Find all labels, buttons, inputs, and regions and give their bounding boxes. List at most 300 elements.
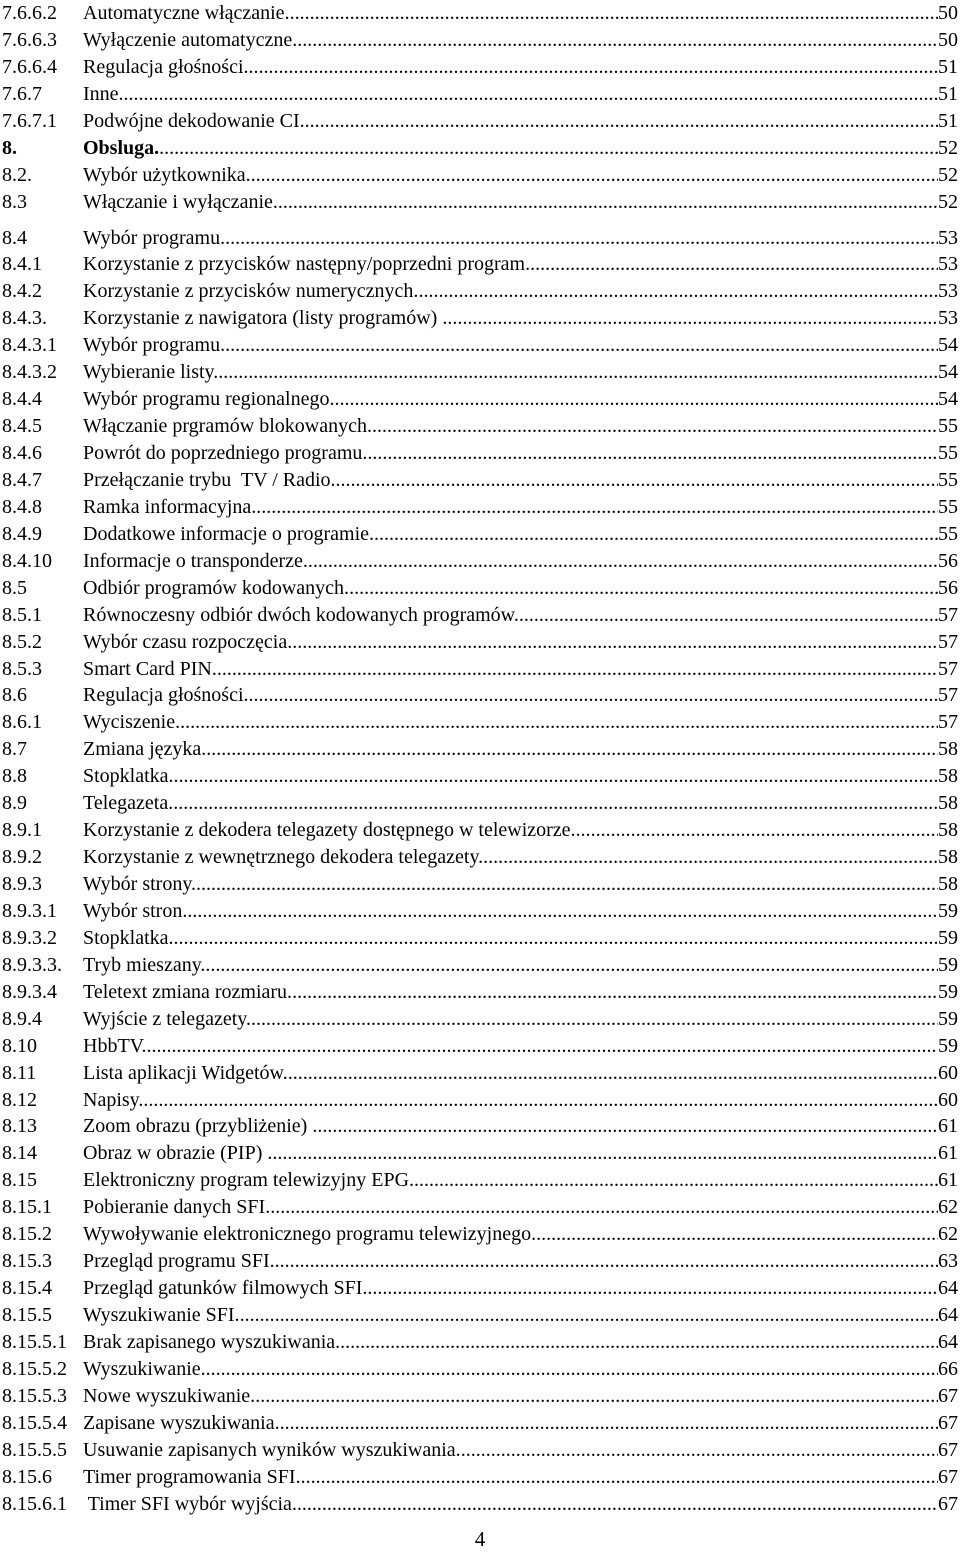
toc-entry-title: Elektroniczny program telewizyjny EPG. [83, 1169, 415, 1192]
toc-entry-line [83, 1383, 958, 1410]
toc-entry[interactable] [2, 925, 958, 952]
toc-entry-number: 8.12 [2, 1088, 37, 1111]
toc-entry-line [83, 925, 958, 952]
toc-entry[interactable] [2, 1033, 958, 1060]
toc-entry[interactable] [2, 0, 958, 27]
toc-entry-page: 59 [938, 953, 958, 976]
dot-leader [292, 979, 938, 1006]
toc-entry[interactable] [2, 332, 958, 359]
toc-entry-page: 64 [938, 1304, 958, 1326]
dot-leader [530, 251, 938, 278]
toc-entry-number: 8.15.5.4 [2, 1411, 67, 1434]
toc-entry-page: 56 [938, 576, 958, 599]
toc-entry[interactable] [2, 602, 958, 629]
toc-entry[interactable] [2, 1060, 958, 1087]
dot-leader [240, 1302, 938, 1329]
toc-entry-page: 57 [938, 657, 958, 680]
toc-entry-number: 8.15.6 [2, 1465, 52, 1488]
toc-entry-number: 8.7 [2, 738, 27, 761]
toc-entry-line [83, 548, 958, 575]
toc-entry-page: 55 [938, 415, 958, 438]
toc-entry[interactable] [2, 763, 958, 790]
toc-entry-page: 55 [938, 468, 958, 491]
toc-entry-page: 59 [938, 926, 958, 949]
dot-leader [367, 1275, 938, 1302]
dot-leader [519, 602, 938, 629]
toc-entry-page: 58 [938, 819, 958, 842]
toc-entry-line [83, 413, 958, 440]
toc-entry-title: Korzystanie z przycisków numerycznych. [83, 280, 419, 303]
dot-leader [174, 763, 938, 790]
toc-entry-title: Przegląd gatunków filmowych SFI. [83, 1277, 368, 1300]
toc-entry-number: 8.6 [2, 684, 27, 707]
dot-leader [312, 1113, 938, 1140]
toc-entry-page: 64 [938, 1277, 958, 1300]
toc-entry-line [83, 602, 958, 629]
toc-entry-title: Podwójne dekodowanie CI. [83, 109, 305, 132]
toc-entry-number: 7.6.6.2 [2, 2, 57, 24]
toc-entry-title: Odbiór programów kodowanych. [83, 576, 350, 599]
toc-entry-line [83, 1194, 958, 1221]
toc-entry[interactable] [2, 1329, 958, 1356]
toc-entry[interactable] [2, 898, 958, 925]
toc-entry-number: 8.4.3. [2, 307, 47, 330]
toc-entry-line [83, 1437, 958, 1464]
dot-leader [280, 1410, 938, 1437]
toc-entry[interactable] [2, 1221, 958, 1248]
toc-entry-title: Usuwanie zapisanych wyników wyszukiwania. [83, 1438, 461, 1461]
toc-entry-page: 58 [938, 765, 958, 788]
toc-entry-number: 8.5.1 [2, 603, 42, 626]
toc-entry-page: 67 [938, 1438, 958, 1461]
toc-entry-page: 55 [938, 442, 958, 464]
toc-entry-title: Włączanie i wyłączanie. [83, 190, 278, 213]
toc-entry[interactable] [2, 278, 958, 305]
toc-entry-title: Obsluga. [83, 136, 160, 159]
dot-leader [576, 817, 938, 844]
toc-entry-number: 8.4.5 [2, 415, 42, 438]
toc-entry-line [83, 494, 958, 521]
toc-entry-number: 8.15.4 [2, 1277, 52, 1300]
toc-entry-page: 51 [938, 82, 958, 105]
toc-entry[interactable] [2, 225, 958, 252]
toc-entry-page: 61 [938, 1169, 958, 1192]
toc-entry-title: Stopklatka. [83, 926, 174, 949]
toc-entry-title: Korzystanie z przycisków następny/poprzedni program. [83, 253, 531, 276]
dot-leader [180, 709, 938, 736]
toc-entry-title: Wyjście z telegazety. [83, 1007, 251, 1030]
toc-entry[interactable] [2, 251, 958, 278]
toc-entry-number: 8.4.4 [2, 388, 42, 411]
toc-entry-title: Wybór programu. [83, 334, 226, 357]
toc-entry-title: Wyciszenie. [83, 711, 181, 734]
dot-leader [297, 27, 938, 54]
toc-entry-page: 56 [938, 549, 958, 572]
dot-leader [305, 108, 938, 135]
toc-entry-number: 8.15.2 [2, 1223, 52, 1246]
toc-entry-title: Telegazeta. [83, 792, 174, 815]
toc-entry-page: 51 [938, 109, 958, 132]
toc-entry[interactable] [2, 682, 958, 709]
dot-leader [483, 844, 938, 871]
dot-leader [275, 1248, 938, 1275]
toc-entry-number: 8.9.1 [2, 819, 42, 842]
dot-leader [173, 790, 938, 817]
toc-entry[interactable] [2, 386, 958, 413]
toc-entry-line [83, 440, 958, 467]
toc-entry-line [83, 736, 958, 763]
toc-entry-page: 55 [938, 522, 958, 545]
dot-leader [206, 736, 938, 763]
toc-entry-line [83, 135, 958, 162]
toc-entry[interactable] [2, 1167, 958, 1194]
toc-entry-page: 51 [938, 55, 958, 78]
toc-entry-line [83, 1060, 958, 1087]
toc-entry-number: 8.15.5.2 [2, 1357, 67, 1380]
toc-entry-title: Stopklatka. [83, 765, 174, 788]
toc-entry-page: 62 [938, 1223, 958, 1246]
dot-leader [308, 548, 938, 575]
toc-entry-number: 8.15.5.3 [2, 1384, 67, 1407]
toc-entry-line [83, 386, 958, 413]
toc-entry-number: 8.4.8 [2, 495, 42, 518]
dot-leader [251, 162, 938, 189]
dot-leader [349, 575, 938, 602]
toc-entry-number: 8.2. [2, 163, 32, 186]
toc-entry-title: Timer programowania SFI. [83, 1465, 301, 1488]
toc-entry-title: Dodatkowe informacje o programie. [83, 522, 375, 545]
toc-entry-title: Lista aplikacji Widgetów. [83, 1061, 288, 1084]
toc-entry-number: 8.4.7 [2, 468, 42, 491]
toc-entry-title: Tryb mieszany. [83, 953, 206, 976]
toc-entry-title: Wyszukiwanie SFI. [83, 1304, 240, 1326]
toc-entry[interactable] [2, 81, 958, 108]
toc-entry-line [83, 27, 958, 54]
dot-leader [267, 1140, 938, 1167]
toc-entry-line [83, 844, 958, 871]
toc-entry[interactable] [2, 1006, 958, 1033]
dot-leader [143, 1087, 938, 1114]
toc-entry-title: Wybór użytkownika. [83, 163, 251, 186]
toc-entry[interactable] [2, 1140, 958, 1167]
toc-entry[interactable] [2, 1437, 958, 1464]
dot-leader [297, 1491, 938, 1518]
toc-entry-title: Wybór programu regionalnego. [83, 388, 335, 411]
toc-entry-number: 8.9.3.1 [2, 899, 57, 922]
toc-entry[interactable] [2, 27, 958, 54]
toc-entry-page: 53 [938, 253, 958, 276]
dot-leader [335, 386, 939, 413]
toc-entry-page: 54 [938, 361, 958, 384]
dot-leader [340, 1329, 938, 1356]
toc-entry-title: Włączanie prgramów blokowanych. [83, 415, 372, 438]
table-of-contents [2, 0, 958, 1518]
toc-entry-page: 64 [938, 1330, 958, 1353]
toc-entry[interactable] [2, 162, 958, 189]
toc-entry-number: 8.4.9 [2, 522, 42, 545]
toc-entry-line [83, 251, 958, 278]
dot-leader [225, 225, 938, 252]
toc-entry[interactable] [2, 790, 958, 817]
dot-leader [288, 1060, 938, 1087]
toc-entry-title: Przełączanie trybu TV / Radio. [83, 468, 336, 491]
toc-entry-number: 8.6.1 [2, 711, 42, 734]
toc-entry[interactable] [2, 548, 958, 575]
toc-entry-line [83, 1113, 958, 1140]
toc-entry-line [83, 81, 958, 108]
toc-entry-page: 67 [938, 1492, 958, 1515]
dot-leader [336, 467, 938, 494]
toc-entry-title: Informacje o transponderze. [83, 549, 308, 572]
toc-entry-title: Wybór czasu rozpoczęcia. [83, 630, 293, 653]
toc-entry-page: 58 [938, 792, 958, 815]
toc-entry-number: 8.9 [2, 792, 27, 815]
toc-entry-title: Automatyczne włączanie [83, 2, 285, 24]
toc-entry-page: 59 [938, 1007, 958, 1030]
toc-entry-number: 8.9.2 [2, 846, 42, 869]
toc-entry-line [83, 1356, 958, 1383]
toc-entry[interactable] [2, 1410, 958, 1437]
toc-entry-line [83, 1087, 958, 1114]
toc-entry[interactable] [2, 1194, 958, 1221]
toc-entry[interactable] [2, 709, 958, 736]
dot-leader [536, 1221, 938, 1248]
toc-entry-line [83, 817, 958, 844]
toc-entry-page: 50 [938, 2, 958, 24]
toc-entry-page: 63 [938, 1250, 958, 1273]
toc-entry-line [83, 278, 958, 305]
toc-entry[interactable] [2, 413, 958, 440]
toc-entry-line [83, 332, 958, 359]
toc-entry-line [83, 1329, 958, 1356]
toc-entry-title: Powrót do poprzedniego programu. [83, 442, 368, 464]
toc-entry-number: 8.9.3.3. [2, 953, 62, 976]
toc-entry-title: Korzystanie z wewnętrznego dekodera telegazety. [83, 846, 484, 869]
toc-entry[interactable] [2, 736, 958, 763]
toc-entry-title: Timer SFI wybór wyjścia. [83, 1492, 297, 1515]
toc-entry[interactable] [2, 54, 958, 81]
toc-entry-title: Równoczesny odbiór dwóch kodowanych programów. [83, 603, 519, 626]
toc-entry-number: 8.14 [2, 1142, 37, 1165]
toc-entry-page: 52 [938, 190, 958, 213]
toc-entry-page: 61 [938, 1115, 958, 1138]
dot-leader [292, 629, 938, 656]
toc-entry-number: 8.5.3 [2, 657, 42, 680]
toc-entry-number: 8.9.3.2 [2, 926, 57, 949]
toc-entry[interactable] [2, 1491, 958, 1518]
toc-entry-page: 59 [938, 899, 958, 922]
page-number: 4 [474, 1527, 486, 1551]
toc-entry-line [83, 1167, 958, 1194]
toc-entry-line [83, 763, 958, 790]
toc-entry-page: 66 [938, 1357, 958, 1380]
toc-entry-line [83, 898, 958, 925]
toc-entry-number: 7.6.6.3 [2, 28, 57, 51]
toc-entry[interactable] [2, 494, 958, 521]
toc-entry-page: 53 [938, 226, 958, 249]
toc-entry-page: 54 [938, 388, 958, 411]
toc-entry-page: 61 [938, 1142, 958, 1165]
dot-leader [218, 359, 938, 386]
toc-entry-page: 60 [938, 1061, 958, 1084]
toc-entry-line [83, 359, 958, 386]
dot-leader [372, 413, 938, 440]
toc-entry-line [83, 952, 958, 979]
toc-entry[interactable] [2, 1302, 958, 1329]
toc-entry-number: 8.3 [2, 190, 27, 213]
dot-leader [256, 494, 938, 521]
toc-entry-number: 8.8 [2, 765, 27, 788]
toc-entry[interactable] [2, 440, 958, 467]
dot-leader [270, 1194, 938, 1221]
dot-leader [367, 440, 938, 467]
toc-entry[interactable] [2, 467, 958, 494]
toc-entry-title: Regulacja głośności. [83, 684, 249, 707]
toc-entry-line [83, 656, 958, 683]
dot-leader [225, 332, 938, 359]
toc-entry-page: 59 [938, 1034, 958, 1057]
toc-entry-page: 54 [938, 334, 958, 357]
toc-entry-line [83, 790, 958, 817]
toc-entry-page: 60 [938, 1088, 958, 1111]
dot-leader [206, 1356, 938, 1383]
toc-entry-line [83, 1491, 958, 1518]
dot-leader [196, 871, 938, 898]
toc-entry-page: 57 [938, 684, 958, 707]
toc-entry-number: 8.11 [2, 1061, 37, 1084]
toc-entry-title: Zapisane wyszukiwania. [83, 1411, 280, 1434]
dot-leader [205, 952, 938, 979]
toc-entry[interactable] [2, 575, 958, 602]
toc-entry[interactable] [2, 1356, 958, 1383]
toc-entry-line [83, 225, 958, 252]
toc-entry-line [83, 305, 958, 332]
toc-entry-line [83, 162, 958, 189]
toc-entry[interactable] [2, 1113, 958, 1140]
toc-entry-title: Napisy. [83, 1088, 144, 1111]
toc-entry-title: Regulacja głośności. [83, 55, 249, 78]
toc-entry-line [83, 1033, 958, 1060]
toc-entry[interactable] [2, 979, 958, 1006]
toc-entry[interactable] [2, 1383, 958, 1410]
toc-entry[interactable] [2, 189, 958, 216]
toc-entry[interactable] [2, 1087, 958, 1114]
toc-entry-number: 8.4.10 [2, 549, 52, 572]
toc-entry-line [83, 1140, 958, 1167]
toc-entry-number: 8.15.3 [2, 1250, 52, 1273]
toc-entry[interactable] [2, 1464, 958, 1491]
toc-entry-line [83, 709, 958, 736]
toc-entry-number: 8.15.5.1 [2, 1330, 67, 1353]
toc-entry[interactable] [2, 844, 958, 871]
toc-entry-title: Korzystanie z dekodera telegazety dostępnego w telewizorze. [83, 819, 576, 842]
dot-leader [255, 1383, 938, 1410]
dot-leader [374, 521, 938, 548]
toc-entry-line [83, 1275, 958, 1302]
toc-entry[interactable] [2, 952, 958, 979]
dot-leader [301, 1464, 938, 1491]
toc-entry-number: 8.4.3.2 [2, 361, 57, 384]
toc-entry-title: Korzystanie z nawigatora (listy programów) [83, 307, 443, 330]
toc-entry[interactable] [2, 871, 958, 898]
toc-entry-page: 67 [938, 1411, 958, 1434]
toc-entry-title: Brak zapisanego wyszukiwania. [83, 1330, 341, 1353]
toc-entry-title: Wybieranie listy. [83, 361, 219, 384]
toc-entry-title: Przegląd programu SFI. [83, 1250, 275, 1273]
toc-entry[interactable] [2, 135, 958, 162]
toc-entry-line [83, 189, 958, 216]
toc-entry-page: 58 [938, 738, 958, 761]
toc-entry-number: 8.15.6.1 [2, 1492, 67, 1515]
toc-entry-title: Smart Card PIN. [83, 657, 217, 680]
toc-entry-number: 8.15.1 [2, 1196, 52, 1219]
toc-entry[interactable] [2, 817, 958, 844]
dot-leader [251, 1006, 938, 1033]
dot-leader [174, 925, 938, 952]
dot-leader [249, 682, 938, 709]
toc-entry-page: 55 [938, 495, 958, 518]
toc-entry[interactable] [2, 305, 958, 332]
toc-entry-page: 58 [938, 873, 958, 895]
toc-entry-line [83, 629, 958, 656]
toc-entry[interactable] [2, 108, 958, 135]
toc-entry-title: Obraz w obrazie (PIP) [83, 1142, 268, 1165]
toc-entry-title: Inne. [83, 82, 124, 105]
toc-entry-line [83, 1248, 958, 1275]
toc-entry-line [83, 1221, 958, 1248]
toc-entry-page: 53 [938, 307, 958, 330]
toc-entry-line [83, 1006, 958, 1033]
toc-entry-page: 57 [938, 630, 958, 653]
toc-entry[interactable] [2, 1248, 958, 1275]
toc-entry-line [83, 1302, 958, 1329]
toc-entry-number: 8.10 [2, 1034, 37, 1057]
toc-entry-page: 57 [938, 603, 958, 626]
toc-entry-page: 53 [938, 280, 958, 303]
dot-leader [418, 278, 938, 305]
toc-entry-number: 8.4.6 [2, 442, 42, 464]
toc-entry-title: Zmiana języka. [83, 738, 207, 761]
toc-entry-number: 8.15.5 [2, 1304, 52, 1326]
toc-entry-page: 59 [938, 980, 958, 1003]
toc-entry-number: 8.15.5.5 [2, 1438, 67, 1461]
dot-leader [217, 656, 938, 683]
toc-entry-number: 8.9.3.4 [2, 980, 57, 1003]
toc-entry-page: 67 [938, 1465, 958, 1488]
toc-entry-number: 8.15 [2, 1169, 37, 1192]
toc-entry-title: Wyłączenie automatyczne. [83, 28, 298, 51]
toc-entry[interactable] [2, 656, 958, 683]
toc-entry[interactable] [2, 359, 958, 386]
toc-entry-title: Pobieranie danych SFI. [83, 1196, 271, 1219]
toc-entry[interactable] [2, 629, 958, 656]
toc-entry-title: Wybór programu. [83, 226, 226, 249]
dot-leader [442, 305, 938, 332]
toc-entry-title: Wywoływanie elektronicznego programu telewizyjnego. [83, 1223, 537, 1246]
toc-entry-number: 7.6.6.4 [2, 55, 57, 78]
toc-entry-number: 8. [2, 136, 17, 159]
toc-entry-page: 67 [938, 1384, 958, 1407]
toc-entry[interactable] [2, 1275, 958, 1302]
toc-entry-title: Zoom obrazu (przybliżenie) [83, 1115, 313, 1138]
toc-entry-line [83, 467, 958, 494]
toc-entry-line [83, 979, 958, 1006]
toc-entry-line [83, 1464, 958, 1491]
toc-entry-title: Wyszukiwanie. [83, 1357, 206, 1380]
toc-entry[interactable] [2, 521, 958, 548]
toc-entry-title: HbbTV. [83, 1034, 147, 1057]
toc-entry-page: 50 [938, 28, 958, 51]
